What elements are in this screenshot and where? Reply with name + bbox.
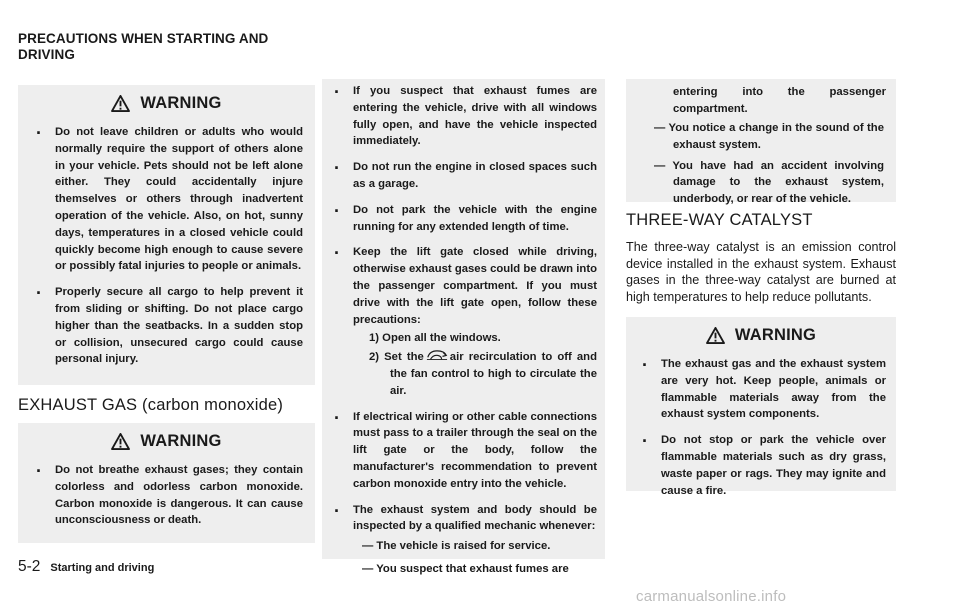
list-item: . Do not breathe exhaust gases; they contain colorless and odorless carbon monoxide. Carbon monoxide is dangerous. It can cause unconsciousness or death. — [30, 462, 303, 529]
sub-list — [353, 330, 597, 399]
dash-item: — You notice a change in the sound of the exhaust system. — [654, 122, 884, 151]
air-recirculation-icon — [426, 349, 448, 361]
list-item — [328, 244, 597, 399]
dash-item: — The vehicle is raised for service. — [362, 540, 551, 553]
sub-item: 1) Open all the windows. — [369, 332, 501, 345]
list-item: . If electrical wiring or other cable connections must pass to a trailer through the seal on the lift gate or the body, follow the manufacturer's recommendation to prevent carbon monoxide entry into the vehicle. — [328, 409, 597, 493]
sub-item-text: air recirculation to off and the fan control to high to circulate the air. — [390, 351, 597, 397]
list-item: . Do not run the engine in closed spaces such as a garage. — [328, 159, 597, 193]
list-item: . Properly secure all cargo to help prevent it from sliding or shifting. Do not place cargo higher than the seatbacks. In a sudden stop or collision, unsecured cargo could cause personal injury. — [30, 284, 303, 368]
warning-heading — [626, 325, 896, 345]
section-title-exhaust-gas: EXHAUST GAS (carbon monoxide) — [18, 396, 284, 414]
list-item: . Do not park the vehicle with the engine running for any extended length of time. — [328, 202, 597, 236]
list-item: . If you suspect that exhaust fumes are entering the vehicle, drive with all windows fully open, and have the vehicle inspected immediately. — [328, 83, 597, 150]
warning-title: WARNING — [140, 93, 222, 112]
dash-item: — You suspect that exhaust fumes are — [362, 562, 569, 575]
warning-list — [636, 356, 886, 499]
warning-list — [30, 462, 303, 529]
warning-heading — [18, 431, 315, 451]
dash-list — [626, 120, 884, 217]
page-number: 5-2 — [18, 558, 41, 575]
warning-triangle-icon — [111, 433, 130, 450]
section-title-three-way-catalyst: THREE-WAY CATALYST — [626, 211, 813, 229]
catalyst-paragraph: The three-way catalyst is an emission control device installed in the exhaust system. Exhaust gases in the three-way catalyst are burned at high temperatures to help reduce pollutants. — [626, 240, 896, 304]
page-header-title: PRECAUTIONS WHEN STARTING AND DRIVING — [18, 31, 269, 62]
page-footer — [18, 558, 154, 576]
footer-section-name: Starting and driving — [50, 562, 155, 574]
warning-box-exhaust-continued — [322, 79, 605, 575]
warning-list — [30, 124, 303, 368]
watermark-text: carmanualsonline.info — [636, 588, 787, 605]
warning-triangle-icon — [706, 327, 725, 344]
exhaust-precautions-list — [328, 83, 597, 578]
list-item: . The exhaust gas and the exhaust system are very hot. Keep people, animals or flammable materials away from the exhaust system components. — [636, 356, 886, 423]
warning-title: WARNING — [140, 431, 222, 450]
list-item — [328, 502, 597, 578]
list-item: . Do not leave children or adults who would normally require the support of others alone in your vehicle. Pets should not be left alone either. They could accidentally injure themselves or others through inadvertent operation of the vehicle. Also, on hot, sunny days, temperatures in a closed vehicle could quickly become high enough to cause severe or possibly fatal injuries to people or animals. — [30, 124, 303, 275]
sub-item-text: 2) Set the — [369, 351, 424, 364]
warning-box-cargo — [18, 85, 315, 385]
dash-item: — You have had an accident involving damage to the exhaust system, underbody, or rear of the vehicle. — [654, 159, 884, 206]
dash-list — [353, 538, 597, 578]
warning-heading — [18, 93, 315, 113]
warning-triangle-icon — [111, 95, 130, 112]
continued-text: entering into the passenger compartment. — [673, 86, 886, 115]
warning-box-exhaust — [18, 423, 315, 543]
list-item-text: The exhaust system and body should be inspected by a qualified mechanic whenever: — [353, 503, 597, 533]
warning-box-exhaust-end — [626, 79, 896, 206]
sub-item — [353, 349, 597, 399]
warning-title: WARNING — [734, 325, 817, 344]
warning-box-catalyst — [626, 317, 896, 497]
list-item-text: Keep the lift gate closed while driving, otherwise exhaust gases could be drawn into the passenger compartment. If you must drive with the lift gate open, follow these precautions: — [353, 246, 597, 326]
list-item: . Do not stop or park the vehicle over flammable materials such as dry grass, waste paper or rags. They may ignite and cause a fire. — [636, 432, 886, 499]
